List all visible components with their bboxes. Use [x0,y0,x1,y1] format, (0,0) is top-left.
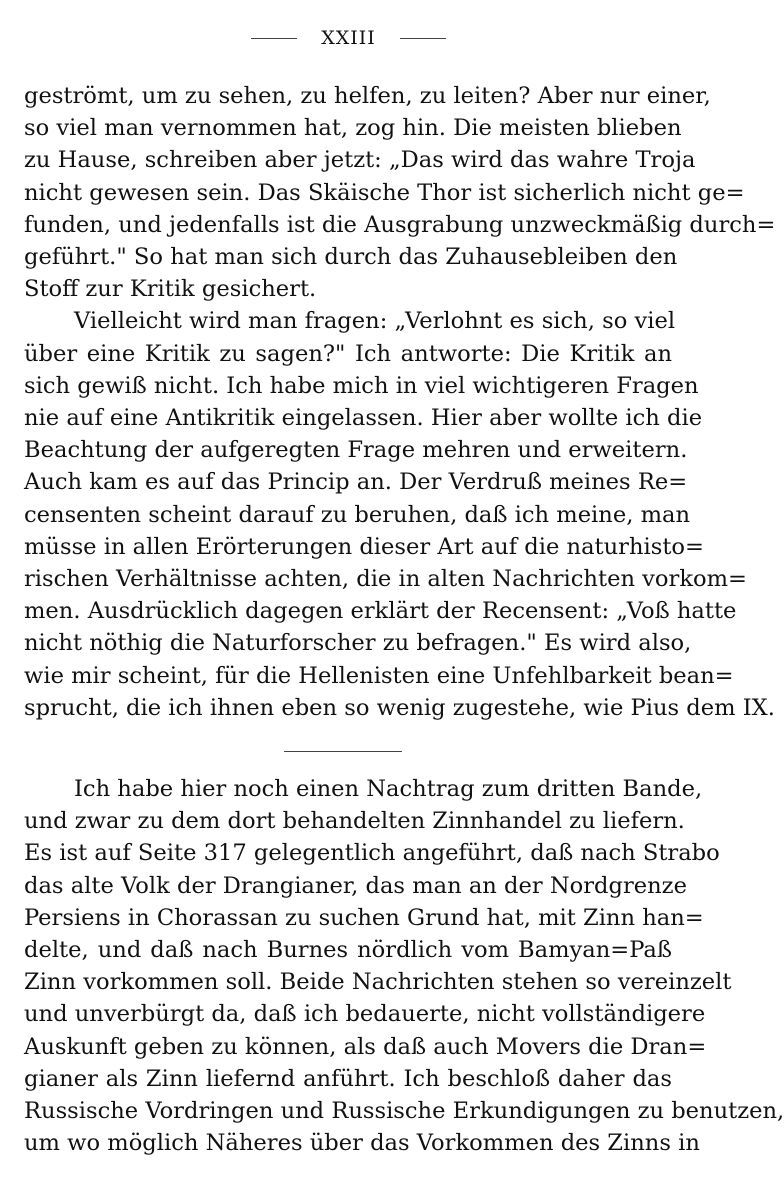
page-header [0,26,697,50]
header-rule-right [400,38,446,39]
text-line: nie auf eine Antikritik eingelassen. Hier aber wollte ich die [24,405,703,432]
text-line: Stoff zur Kritik gesichert. [24,276,317,303]
text-line: und unverbürgt da, daß ich bedauerte, nicht vollständigere [24,1001,706,1028]
paragraph-block-2 [24,773,784,1159]
text-line: funden, und jedenfalls ist die Ausgrabung unzweckmäßig durch= [24,211,776,238]
text-line: um wo möglich Näheres über das Vorkommen des Zinns in [24,1130,700,1157]
text-line: Persiens in Chorassan zu suchen Grund hat, mit Zinn han= [24,904,704,931]
section-separator [284,751,402,752]
text-line: müsse in allen Erörterungen dieser Art auf die naturhisto= [24,533,704,560]
text-line: das alte Volk der Drangianer, das man an der Nordgrenze [24,872,687,899]
text-line: so viel man vernommen hat, zog hin. Die meisten blieben [24,115,682,142]
text-line: Vielleicht wird man fragen: „Verlohnt es sich, so viel [74,308,676,335]
text-line: nicht nöthig die Naturforscher zu befragen." Es wird also, [24,630,692,657]
text-line: Auskunft geben zu können, als daß auch Movers die Dran= [24,1033,707,1060]
text-line: Beachtung der aufgeregten Frage mehren und erweitern. [24,437,688,464]
text-line: nicht gewesen sein. Das Skäische Thor ist sicherlich nicht ge= [24,179,745,206]
header-rule-left [251,38,297,39]
text-line: rischen Verhältnisse achten, die in alten Nachrichten vorkom= [24,566,747,593]
text-line: Ich habe hier noch einen Nachtrag zum dritten Bande, [74,776,703,802]
text-line: geführt." So hat man sich durch das Zuhausebleiben den [24,244,678,271]
text-line: delte, und daß nach Burnes nördlich vom Bamyan=Paß [24,937,672,964]
text-line: gianer als Zinn liefernd anführt. Ich beschloß daher das [24,1065,672,1092]
text-line: Russische Vordringen und Russische Erkundigungen zu benutzen, [24,1098,784,1125]
paragraph-block-1 [24,80,776,724]
text-line: men. Ausdrücklich dagegen erklärt der Recensent: „Voß hatte [24,598,737,625]
text-line: Zinn vorkommen soll. Beide Nachrichten stehen so vereinzelt [24,969,732,996]
text-line: sprucht, die ich ihnen eben so wenig zugestehe, wie Pius dem IX. [24,694,775,721]
text-line: Auch kam es auf das Princip an. Der Verdruß meines Re= [24,469,688,496]
text-line: Es ist auf Seite 317 gelegentlich angeführt, daß nach Strabo [24,840,720,867]
text-line: zu Hause, schreiben aber jetzt: „Das wird das wahre Troja [24,147,696,174]
page-number: XXIII [321,27,376,49]
text-line: censenten scheint darauf zu beruhen, daß ich meine, man [24,501,691,528]
text-line: sich gewiß nicht. Ich habe mich in viel wichtigeren Fragen [24,372,699,399]
text-line: wie mir scheint, für die Hellenisten eine Unfehlbarkeit bean= [24,662,734,689]
text-line: geströmt, um zu sehen, zu helfen, zu leiten? Aber nur einer, [24,83,711,109]
text-line: und zwar zu dem dort behandelten Zinnhandel zu liefern. [24,808,685,835]
text-line: über eine Kritik zu sagen?" Ich antworte: Die Kritik an [24,340,672,367]
